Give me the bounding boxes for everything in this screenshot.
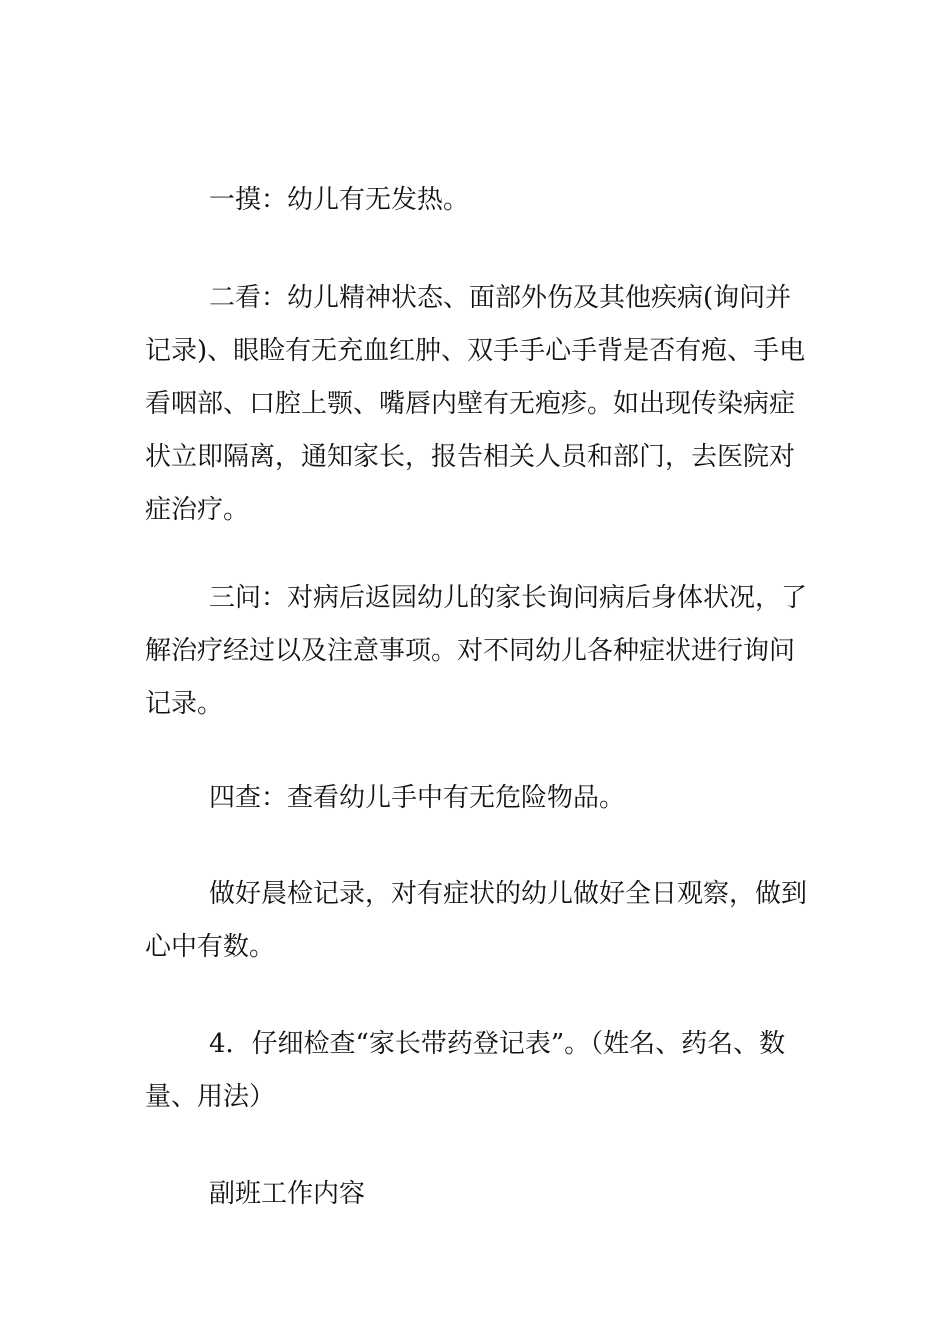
paragraph-touch-check: 一摸：幼儿有无发热。	[209, 185, 470, 215]
paragraph-medicine-register: 4．仔细检查“家长带药登记表”。（姓名、药名、数量、用法）	[145, 1029, 786, 1112]
paragraph-inspect-check: 四查：查看幼儿手中有无危险物品。	[209, 783, 626, 813]
paragraph-look-check: 二看：幼儿精神状态、面部外伤及其他疾病(询问并记录)、眼睑有无充血红肿、双手手心手背是否有疱、手电看咽部、口腔上颚、嘴唇内壁有无疱疹。如出现传染病症状立即隔离，通知家长，报告相关人员和部门，去医院对症治疗。	[145, 283, 806, 525]
section-heading-assistant-duties: 副班工作内容	[209, 1179, 366, 1209]
paragraph-ask-check: 三问：对病后返园幼儿的家长询问病后身体状况，了解治疗经过以及注意事项。对不同幼儿各种症状进行询问记录。	[145, 583, 808, 719]
paragraph-morning-record: 做好晨检记录，对有症状的幼儿做好全日观察，做到心中有数。	[145, 879, 808, 962]
